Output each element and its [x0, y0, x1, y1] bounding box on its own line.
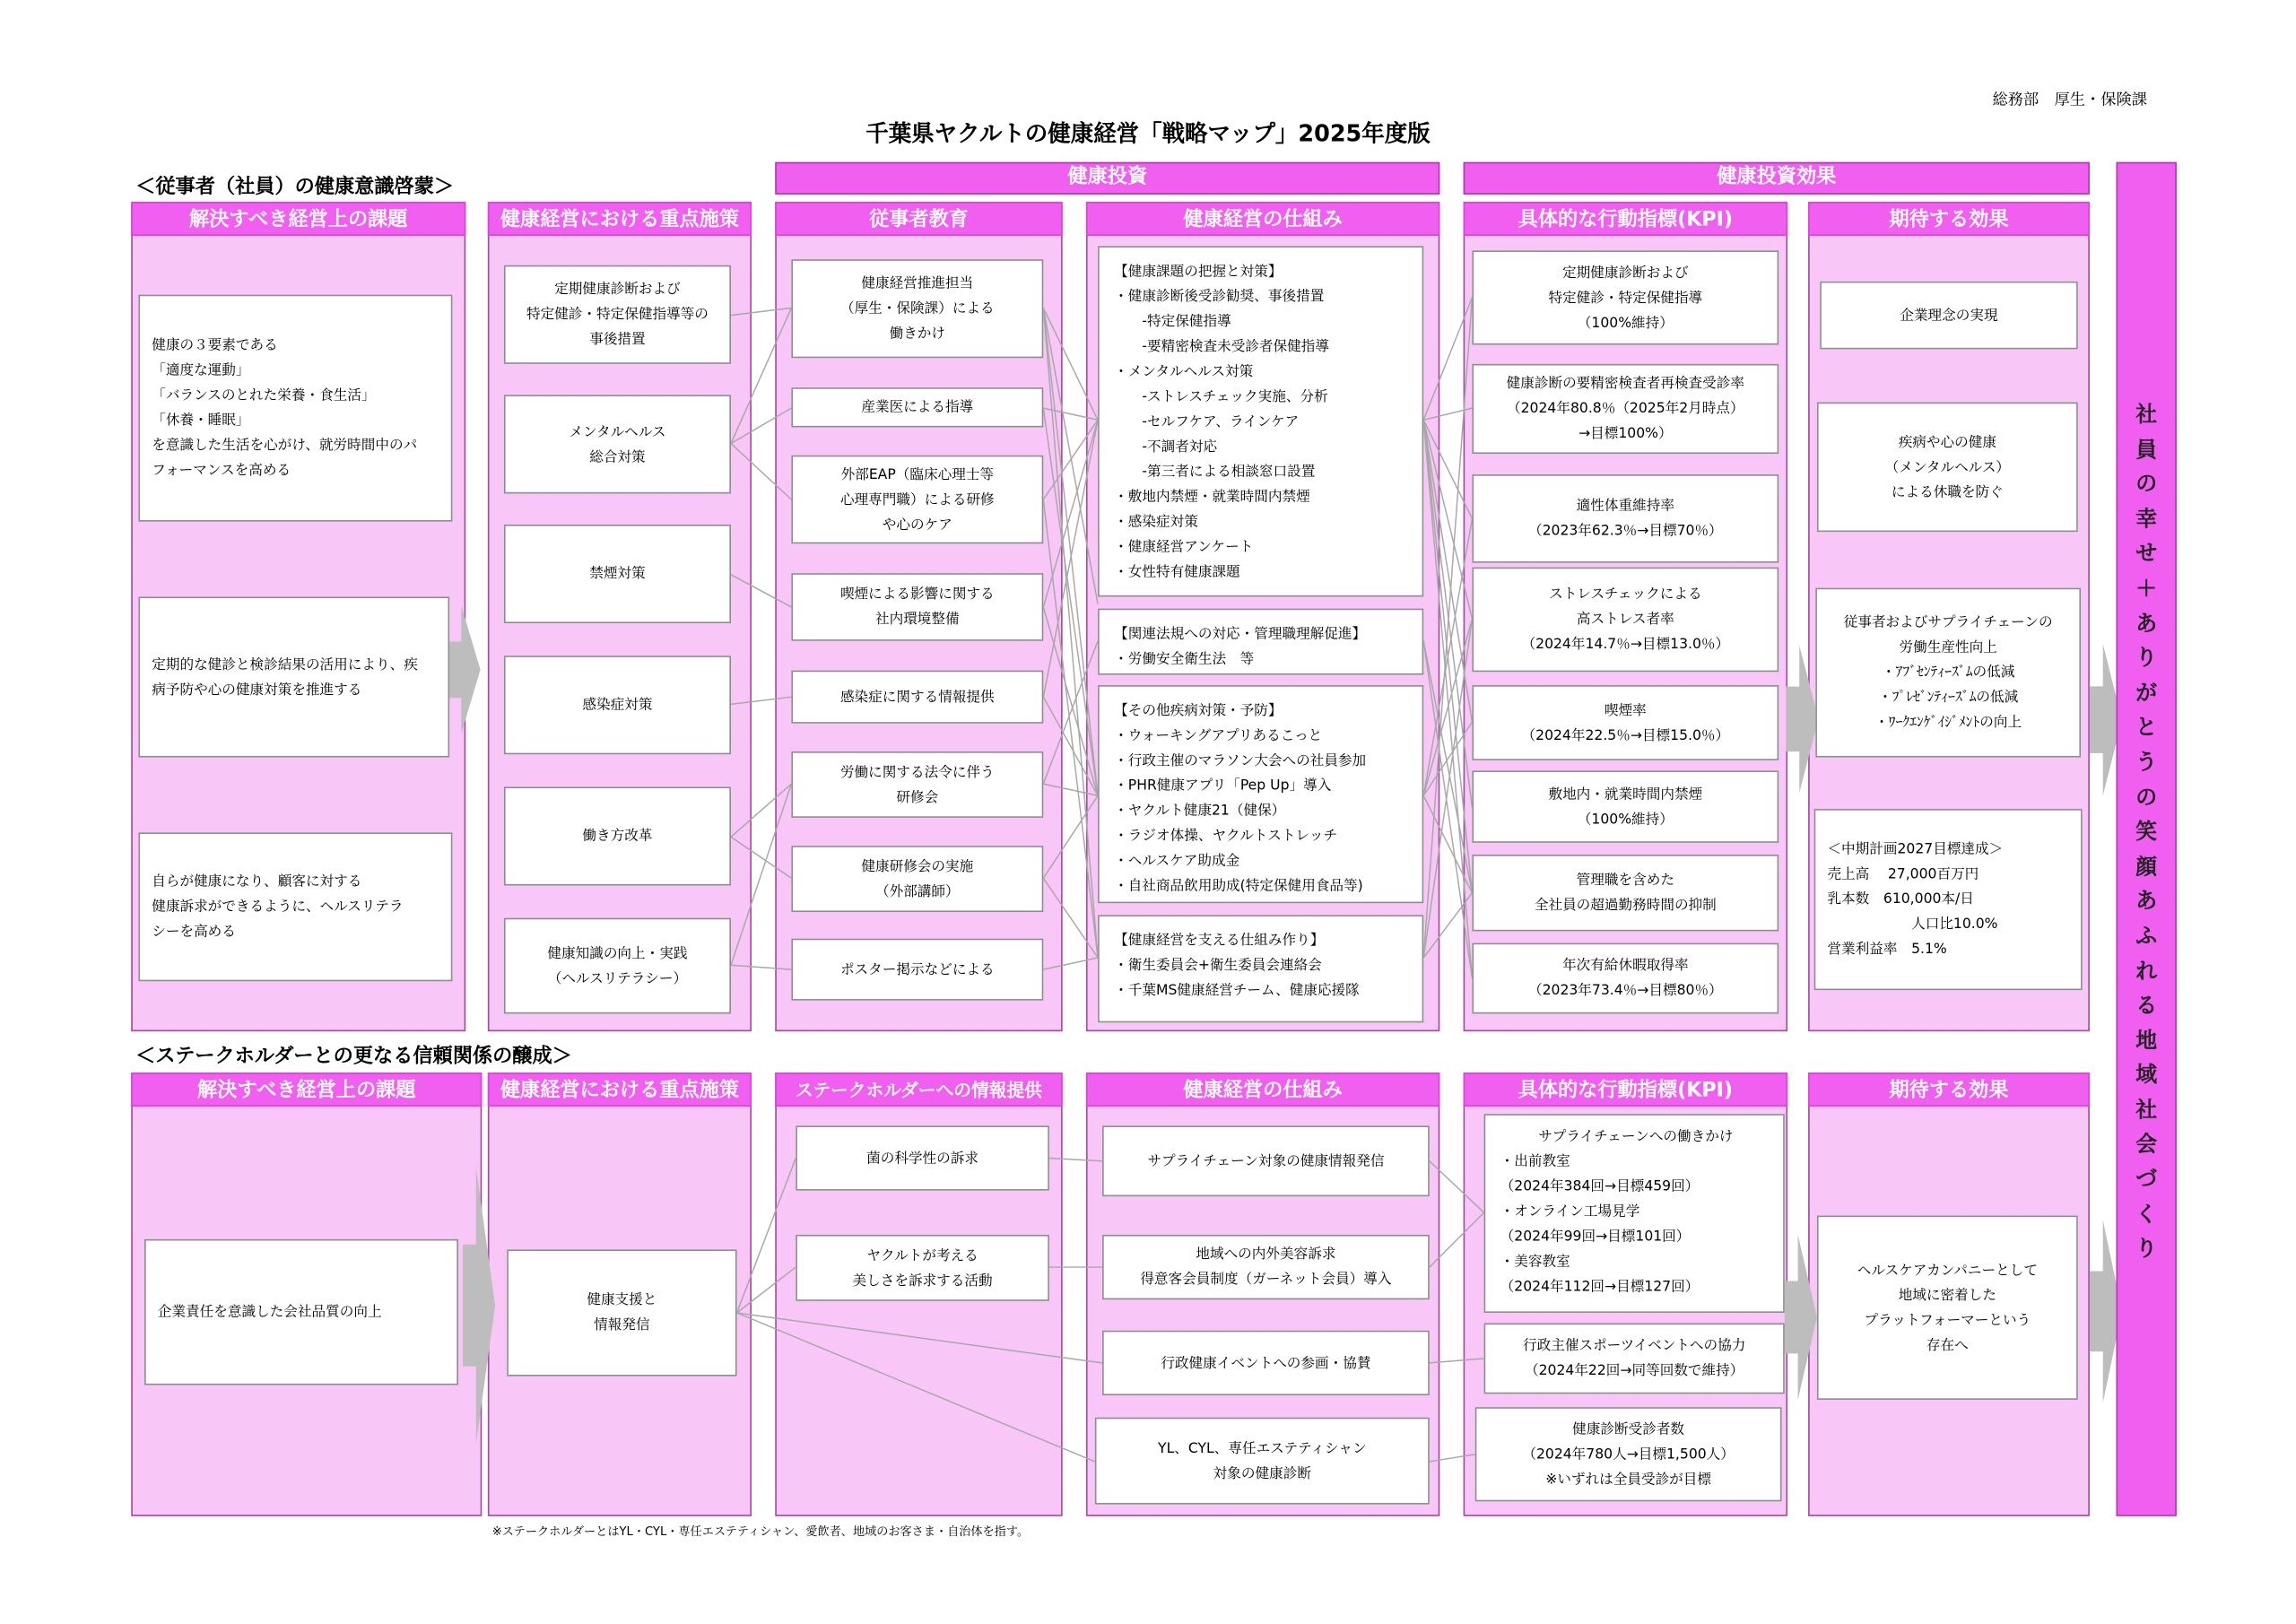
bottom-mechanism-box [1102, 1331, 1430, 1395]
box-text-line: ・出前教室 [1500, 1153, 1570, 1170]
box-text-line: （2024年780人→目標1,500人） [1522, 1446, 1735, 1463]
flow-arrow [448, 605, 481, 734]
box-text-line: フォーマンスを高める [152, 462, 291, 480]
box-text-line: -第三者による相談窓口設置 [1114, 464, 1316, 481]
box-text-line: 健康訴求ができるように、ヘルスリテラ [152, 899, 404, 916]
bottom-header-kpi: 具体的な行動指標(KPI) [1464, 1073, 1787, 1107]
box-text-line: 行政主催スポーツイベントへの協力 [1523, 1337, 1746, 1355]
box-text-line: 企業理念の実現 [1900, 307, 1998, 324]
box-text-line: 【関連法規への対応・管理職理解促進】 [1114, 626, 1367, 643]
box-text-line: 健康診断の要精密検査者再検査受診率 [1506, 375, 1745, 393]
box-text-line: ヘルスケアカンパニーとして [1857, 1262, 2038, 1279]
top-kpi-box [1472, 770, 1779, 843]
top-kpi-box [1472, 250, 1779, 344]
box-text-line: 喫煙率 [1604, 701, 1647, 719]
connector-line [731, 697, 791, 704]
connector-line [1430, 1359, 1484, 1363]
box-text-line: 産業医による指導 [861, 399, 974, 416]
box-text-line: 存在へ [1926, 1337, 1969, 1354]
box-text-line: 労働に関する法令に伴う [839, 763, 995, 781]
vertical-char: る [2135, 994, 2158, 1019]
top-education-box [791, 573, 1043, 641]
bottom-kpi-box [1484, 1324, 1785, 1394]
vertical-char: ＋ [2135, 578, 2158, 602]
connector-line [731, 575, 791, 607]
box-text-line: 「休養・睡眠」 [152, 413, 250, 430]
box-text-line: （2024年112回→目標127回） [1500, 1279, 1700, 1296]
box-text-line: （厚生・保険課）による [839, 300, 995, 317]
top-measure-box [504, 525, 731, 623]
box-text-line: 自らが健康になり、顧客に対する [152, 873, 362, 890]
bottom-header-effects: 期待する効果 [1808, 1073, 2090, 1107]
box-text-line: ・女性特有健康課題 [1114, 564, 1240, 581]
vertical-char: 会 [2135, 1133, 2158, 1158]
box-text-line: -特定保健指導 [1114, 313, 1231, 331]
vertical-char: の [2135, 786, 2158, 810]
box-text-line: ・ｱﾌﾞｾﾝﾃｨｰｽﾞﾑの低減 [1882, 664, 2015, 682]
box-text-line: 行政健康イベントへの参画・協賛 [1161, 1354, 1371, 1371]
box-text-line: 【健康課題の把握と対策】 [1114, 264, 1283, 281]
top-education-box [791, 846, 1043, 912]
box-text-line: （100%維持） [1577, 314, 1674, 331]
top-education-box [791, 456, 1043, 544]
box-text-line: ・衛生委員会+衛生委員会連絡会 [1114, 958, 1322, 975]
top-issue-box [138, 596, 449, 757]
box-text-line: （2024年99回→目標101回） [1500, 1229, 1691, 1246]
vertical-char: づ [2135, 1168, 2158, 1193]
box-text-line: 特定健診・特定保健指導等の [526, 306, 709, 323]
bottom-kpi-box [1475, 1407, 1782, 1501]
connector-line [1423, 619, 1472, 958]
bottom-header-mechanism: 健康経営の仕組み [1086, 1073, 1439, 1107]
top-header-measures: 健康経営における重点施策 [488, 202, 752, 236]
box-text-line: （メンタルヘルス） [1884, 458, 2011, 475]
box-text-line: や心のケア [882, 516, 952, 533]
box-text-line: -セルフケア、ラインケア [1114, 413, 1300, 430]
connector-line [731, 308, 791, 443]
bottom-kpi-box [1484, 1114, 1785, 1313]
vertical-char: 域 [2135, 1064, 2158, 1089]
connector-line [731, 965, 791, 969]
box-text-line: 働き方改革 [582, 828, 653, 845]
box-text-line: 定期健康診断および [554, 281, 681, 298]
footnote: ※ステークホルダーとはYL・CYL・専任エステティシャン、愛飲者、地域のお客さま・自治体を指す。 [491, 1524, 1030, 1539]
vertical-char: 社 [2135, 404, 2158, 428]
bottom-effect-box [1817, 1216, 2078, 1400]
box-text-line: 疾病や心の健康 [1898, 433, 1996, 450]
top-mechanism-box [1098, 915, 1423, 1022]
top-header-education: 従事者教育 [775, 202, 1062, 236]
box-text-line: →目標100%） [1578, 425, 1673, 442]
box-text-line: 企業責任を意識した会社品質の向上 [157, 1304, 382, 1321]
box-text-line: を意識した生活を心がけ、就労時間中のパ [152, 438, 418, 455]
box-text-line: （ヘルスリテラシー） [547, 969, 688, 987]
box-text-line: 【その他疾病対策・予防】 [1114, 702, 1283, 719]
bottom-issue-box [144, 1239, 458, 1385]
flow-arrow [1786, 646, 1818, 793]
box-text-line: ・感染症対策 [1114, 514, 1198, 531]
vertical-char: 幸 [2135, 508, 2158, 532]
flow-arrow [463, 1167, 495, 1444]
top-kpi-box [1472, 855, 1779, 931]
top-education-box [791, 671, 1043, 724]
box-text-line: ・ﾌﾟﾚｾﾞﾝﾃｨｰｽﾞﾑの低減 [1878, 689, 2019, 707]
box-text-line: プラットフォーマーという [1864, 1312, 2031, 1329]
box-text-line: ・労働安全衛生法 等 [1114, 651, 1255, 668]
section-title-employees: ＜従事者（社員）の健康意識啓蒙＞ [135, 175, 455, 199]
box-text-line: （2023年73.4％→目標80％） [1527, 982, 1723, 1000]
vertical-char: れ [2135, 960, 2158, 984]
box-text-line: サプライチェーンへの働きかけ [1538, 1128, 1734, 1145]
vertical-char: せ [2135, 543, 2158, 567]
box-text-line: ・健康経営アンケート [1114, 539, 1254, 556]
box-text-line: 喫煙による影響に関する [839, 586, 995, 604]
bottom-info-box [796, 1235, 1049, 1301]
top-effect-box [1815, 588, 2081, 758]
connector-line [737, 1313, 1102, 1363]
box-text-line: 年次有給休暇取得率 [1562, 958, 1689, 975]
box-text-line: ＜中期計画2027目標達成＞ [1827, 841, 2004, 858]
box-text-line: 健康の３要素である [152, 337, 278, 354]
box-text-line: 【健康経営を支える仕組み作り】 [1114, 933, 1325, 950]
box-text-line: 特定健診・特定保健指導 [1548, 289, 1703, 306]
vertical-char: ふ [2135, 925, 2158, 950]
box-text-line: 「バランスのとれた栄養・食生活」 [152, 387, 376, 404]
top-measure-box [504, 265, 731, 364]
vertical-goal-banner [2116, 162, 2176, 1516]
top-header-kpi: 具体的な行動指標(KPI) [1464, 202, 1787, 236]
bottom-header-info: ステークホルダーへの情報提供 [775, 1073, 1062, 1107]
top-kpi-box [1472, 568, 1779, 673]
connector-line [731, 444, 791, 499]
box-text-line: 事後措置 [589, 331, 646, 348]
box-text-line: （2024年22.5％→目標15.0％） [1521, 726, 1730, 743]
bottom-mechanism-box [1095, 1418, 1430, 1505]
box-text-line: による休職を防ぐ [1891, 483, 2004, 500]
box-text-line: 情報発信 [594, 1316, 650, 1334]
box-text-line: 心理専門職）による研修 [839, 491, 995, 508]
box-text-line: メンタルヘルス [569, 423, 666, 440]
box-text-line: 対象の健康診断 [1213, 1465, 1311, 1482]
box-text-line: 外部EAP（臨床心理士等 [840, 466, 995, 483]
connector-line [731, 837, 791, 878]
top-kpi-box [1472, 474, 1779, 563]
box-text-line: シーを高める [152, 924, 236, 941]
top-measure-box [504, 918, 731, 1014]
bottom-header-issues: 解決すべき経営上の課題 [131, 1073, 482, 1107]
box-text-line: ・PHR健康アプリ「Pep Up」導入 [1114, 777, 1332, 795]
vertical-char: 顔 [2135, 855, 2158, 880]
flow-arrow [1785, 1235, 1817, 1400]
box-text-line: ・行政主催のマラソン大会への社員参加 [1114, 752, 1367, 769]
box-text-line: ・ﾜｰｸｴﾝｹﾞｲｼﾞﾒﾝﾄの向上 [1874, 714, 2022, 731]
connector-line [731, 408, 791, 443]
top-mechanism-box [1098, 246, 1423, 596]
vertical-char: が [2135, 682, 2158, 706]
top-kpi-box [1472, 943, 1779, 1014]
top-issue-box [138, 832, 452, 981]
box-text-line: -ストレスチェック実施、分析 [1114, 388, 1328, 405]
vertical-char: 笑 [2135, 821, 2158, 845]
connector-line [1049, 1158, 1102, 1160]
connector-line [1043, 308, 1098, 958]
box-text-line: （2023年62.3％→目標70％） [1527, 523, 1723, 540]
box-text-line: ・オンライン工場見学 [1500, 1203, 1640, 1220]
top-measure-box [504, 786, 731, 885]
box-text-line: 従事者およびサプライチェーンの [1843, 614, 2053, 631]
box-text-line: 「適度な運動」 [152, 362, 250, 379]
box-text-line: 人口比10.0% [1827, 916, 1998, 934]
box-text-line: 健康診断受診者数 [1572, 1420, 1685, 1437]
box-text-line: ・美容教室 [1500, 1254, 1570, 1271]
vertical-char: と [2135, 716, 2158, 741]
connector-line [1430, 1455, 1475, 1462]
top-education-box [791, 387, 1043, 427]
top-effect-box [1814, 809, 2083, 990]
box-text-line: ・敷地内禁煙・就業時間内禁煙 [1114, 489, 1310, 506]
connector-line [737, 1313, 1095, 1462]
box-text-line: ・千葉MS健康経営チーム、健康応援隊 [1114, 982, 1360, 1000]
box-text-line: 感染症に関する情報提供 [839, 689, 995, 706]
bar-health-investment: 健康投資 [775, 162, 1439, 195]
box-text-line: ポスター掲示などによる [839, 961, 995, 978]
box-text-line: （100%維持） [1577, 811, 1674, 828]
box-text-line: サプライチェーン対象の健康情報発信 [1147, 1152, 1385, 1169]
vertical-char: あ [2135, 612, 2158, 637]
bottom-mechanism-box [1102, 1125, 1430, 1196]
department-label: 総務部 厚生・保険課 [1992, 91, 2147, 109]
box-text-line: 定期健康診断および [1562, 264, 1689, 282]
connector-line [1043, 784, 1098, 795]
box-text-line: 健康知識の向上・実践 [547, 945, 688, 962]
box-text-line: 美しさを訴求する活動 [852, 1272, 993, 1289]
box-text-line: 研修会 [896, 788, 939, 805]
bottom-header-measures: 健康経営における重点施策 [488, 1073, 752, 1107]
box-text-line: ・自社商品飲用助成(特定保健用食品等) [1114, 878, 1363, 895]
box-text-line: 適性体重維持率 [1576, 498, 1674, 515]
top-education-box [791, 939, 1043, 1001]
top-kpi-box [1472, 685, 1779, 760]
box-text-line: 得意客会員制度（ガーネット会員）導入 [1140, 1271, 1392, 1289]
box-text-line: ストレスチェックによる [1549, 586, 1702, 604]
box-text-line: 社内環境整備 [874, 611, 960, 628]
connector-line [1430, 1161, 1484, 1213]
box-text-line: -要精密検査未受診者保健指導 [1114, 338, 1329, 355]
box-text-line: 定期的な健診と検診結果の活用により、疾 [152, 656, 418, 673]
connector-line [1423, 420, 1472, 807]
bottom-info-box [796, 1125, 1049, 1190]
vertical-char: あ [2135, 890, 2158, 915]
box-text-line: 高ストレス者率 [1576, 611, 1674, 628]
box-text-line: 働きかけ [889, 326, 946, 343]
top-mechanism-box [1098, 609, 1423, 675]
box-text-line: 乳本数 610,000本/日 [1827, 891, 1974, 908]
box-text-line: （2024年80.8％（2025年2月時点） [1507, 400, 1744, 417]
connector-line [1423, 408, 1472, 420]
box-text-line: 健康研修会の実施 [861, 858, 974, 875]
connector-line [1430, 1212, 1484, 1267]
bottom-mechanism-box [1102, 1235, 1430, 1299]
top-header-mechanism: 健康経営の仕組み [1086, 202, 1439, 236]
box-text-line: 菌の科学性の訴求 [866, 1150, 979, 1167]
box-text-line: 健康支援と [587, 1291, 657, 1309]
box-text-line: 敷地内・就業時間内禁煙 [1548, 786, 1703, 803]
top-measure-box [504, 395, 731, 493]
box-text-line: 健康経営推進担当 [861, 275, 974, 292]
top-header-effects: 期待する効果 [1808, 202, 2090, 236]
vertical-char: り [2135, 1238, 2158, 1262]
box-text-line: 営業利益率 5.1% [1827, 941, 1947, 959]
box-text-line: -不調者対応 [1114, 439, 1218, 456]
connector-line [731, 308, 791, 315]
top-effect-box [1817, 403, 2078, 533]
box-text-line: 病予防や心の健康対策を推進する [152, 681, 362, 699]
box-text-line: 管理職を含めた [1576, 872, 1674, 889]
box-text-line: （外部講師） [874, 883, 960, 900]
box-text-line: 総合対策 [589, 448, 646, 465]
top-kpi-box [1472, 364, 1779, 454]
connector-line [1043, 420, 1098, 607]
box-text-line: ・ヘルスケア助成金 [1114, 853, 1240, 870]
top-education-box [791, 259, 1043, 358]
top-education-box [791, 751, 1043, 818]
vertical-char: う [2135, 751, 2158, 776]
box-text-line: 売上高 27,000百万円 [1827, 866, 1979, 883]
box-text-line: ・ラジオ体操、ヤクルトストレッチ [1114, 828, 1338, 845]
box-text-line: 全社員の超過勤務時間の抑制 [1534, 897, 1717, 914]
vertical-char: り [2135, 647, 2158, 671]
connector-line [1043, 408, 1098, 795]
box-text-line: ヤクルトが考える [866, 1246, 978, 1264]
box-text-line: （2024年14.7％→目標13.0％） [1521, 636, 1730, 653]
top-effect-box [1820, 282, 2078, 350]
top-issue-box [138, 295, 452, 522]
vertical-char: 員 [2135, 438, 2158, 463]
box-text-line: ・ウォーキングアプリあるこっと [1114, 727, 1323, 744]
vertical-char: く [2135, 1203, 2158, 1228]
box-text-line: 感染症対策 [582, 697, 653, 714]
box-text-line: （2024年22回→同等回数で維持） [1524, 1362, 1744, 1379]
top-header-issues: 解決すべき経営上の課題 [131, 202, 465, 236]
vertical-char: の [2135, 473, 2158, 498]
section-title-stakeholders: ＜ステークホルダーとの更なる信頼関係の醸成＞ [135, 1044, 572, 1069]
connector-line [1423, 298, 1472, 958]
bottom-measure-box [507, 1249, 736, 1376]
page-title: 千葉県ヤクルトの健康経営「戦略マップ」2025年度版 [865, 120, 1431, 148]
top-mechanism-box [1098, 685, 1423, 903]
bar-health-investment-effect: 健康投資効果 [1464, 162, 2090, 195]
box-text-line: YL、CYL、専任エステティシャン [1158, 1440, 1367, 1457]
box-text-line: ・健康診断後受診勧奨、事後措置 [1114, 289, 1325, 306]
box-text-line: （2024年384回→目標459回） [1500, 1178, 1700, 1195]
vertical-char: 地 [2135, 1029, 2158, 1054]
box-text-line: 禁煙対策 [589, 565, 646, 583]
connector-line [1423, 420, 1472, 619]
box-text-line: ・ヤクルト健康21（健保） [1114, 803, 1286, 820]
connector-line [1043, 308, 1098, 795]
box-text-line: 地域に密着した [1898, 1287, 1996, 1304]
box-text-line: ※いずれは全員受診が目標 [1545, 1471, 1712, 1488]
box-text-line: ・メンタルヘルス対策 [1114, 363, 1254, 380]
box-text-line: 地域への内外美容訴求 [1196, 1246, 1336, 1264]
top-measure-box [504, 656, 731, 754]
connector-line [1043, 958, 1098, 969]
box-text-line: 労働生産性向上 [1899, 639, 1997, 656]
vertical-char: 社 [2135, 1099, 2158, 1123]
